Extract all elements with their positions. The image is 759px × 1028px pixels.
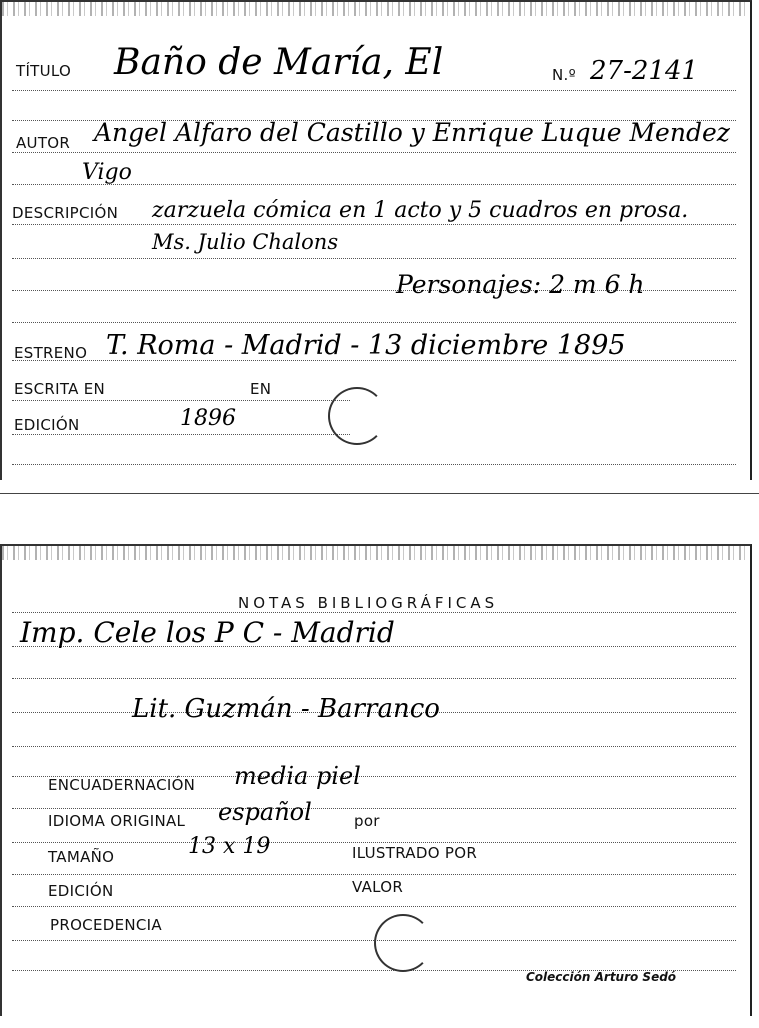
encuadernacion-label: ENCUADERNACIÓN bbox=[48, 776, 196, 794]
autor-label: AUTOR bbox=[16, 134, 71, 152]
descripcion-label: DESCRIPCIÓN bbox=[12, 204, 119, 222]
rule bbox=[12, 808, 736, 809]
idioma-original-value: español bbox=[218, 798, 312, 826]
numero-value: 27-2141 bbox=[590, 56, 699, 86]
rule bbox=[12, 400, 350, 401]
notas-value-line2: Lit. Guzmán - Barranco bbox=[132, 694, 440, 724]
numero-label: N.º bbox=[552, 66, 576, 84]
catalog-card-bottom bbox=[0, 544, 752, 1016]
edicion-label: EDICIÓN bbox=[14, 416, 80, 434]
autor-value-line1: Angel Alfaro del Castillo y Enrique Luque Mendez bbox=[94, 118, 730, 147]
en-label: EN bbox=[250, 380, 272, 398]
estreno-label: ESTRENO bbox=[14, 344, 88, 362]
estreno-value: T. Roma - Madrid - 13 diciembre 1895 bbox=[106, 330, 626, 361]
encuadernacion-value: media piel bbox=[234, 762, 361, 790]
procedencia-label: PROCEDENCIA bbox=[50, 916, 162, 934]
personajes-value: Personajes: 2 m 6 h bbox=[396, 270, 645, 299]
idioma-original-label: IDIOMA ORIGINAL bbox=[48, 812, 186, 830]
rule bbox=[12, 152, 736, 153]
valor-label: VALOR bbox=[352, 878, 404, 896]
rule bbox=[12, 874, 736, 875]
descripcion-value-line1: zarzuela cómica en 1 acto y 5 cuadros en prosa. bbox=[152, 198, 689, 223]
rule bbox=[12, 842, 736, 843]
autor-value-line2: Vigo bbox=[82, 160, 132, 185]
escrita-en-label: ESCRITA EN bbox=[14, 380, 106, 398]
notas-value-line1: Imp. Cele los P C - Madrid bbox=[20, 616, 395, 649]
card-bottom-edge-texture bbox=[2, 546, 750, 560]
punch-hole-mark bbox=[374, 914, 432, 972]
rule bbox=[12, 322, 736, 323]
rule bbox=[12, 906, 736, 907]
tamano-value: 13 x 19 bbox=[188, 834, 271, 859]
rule bbox=[12, 464, 736, 465]
rule bbox=[12, 90, 736, 91]
rule bbox=[12, 434, 350, 435]
titulo-label: TÍTULO bbox=[16, 62, 72, 80]
rule bbox=[12, 224, 736, 225]
titulo-value: Baño de María, El bbox=[114, 42, 444, 83]
edicion-value: 1896 bbox=[180, 406, 236, 431]
notas-bibliograficas-heading: NOTAS BIBLIOGRÁFICAS bbox=[238, 594, 499, 612]
rule bbox=[12, 612, 736, 613]
punch-hole-mark bbox=[328, 387, 386, 445]
ilustrado-por-label: ILUSTRADO POR bbox=[352, 844, 478, 862]
card-separator bbox=[0, 493, 759, 494]
por-label: por bbox=[354, 812, 380, 830]
rule bbox=[12, 258, 736, 259]
rule bbox=[12, 678, 736, 679]
collection-footer: Colección Arturo Sedó bbox=[526, 970, 677, 984]
rule bbox=[12, 746, 736, 747]
card-top-edge-texture bbox=[2, 2, 750, 16]
tamano-label: TAMAÑO bbox=[48, 848, 115, 866]
catalog-card-top bbox=[0, 0, 752, 480]
edicion-label: EDICIÓN bbox=[48, 882, 114, 900]
descripcion-value-line2: Ms. Julio Chalons bbox=[152, 230, 339, 254]
